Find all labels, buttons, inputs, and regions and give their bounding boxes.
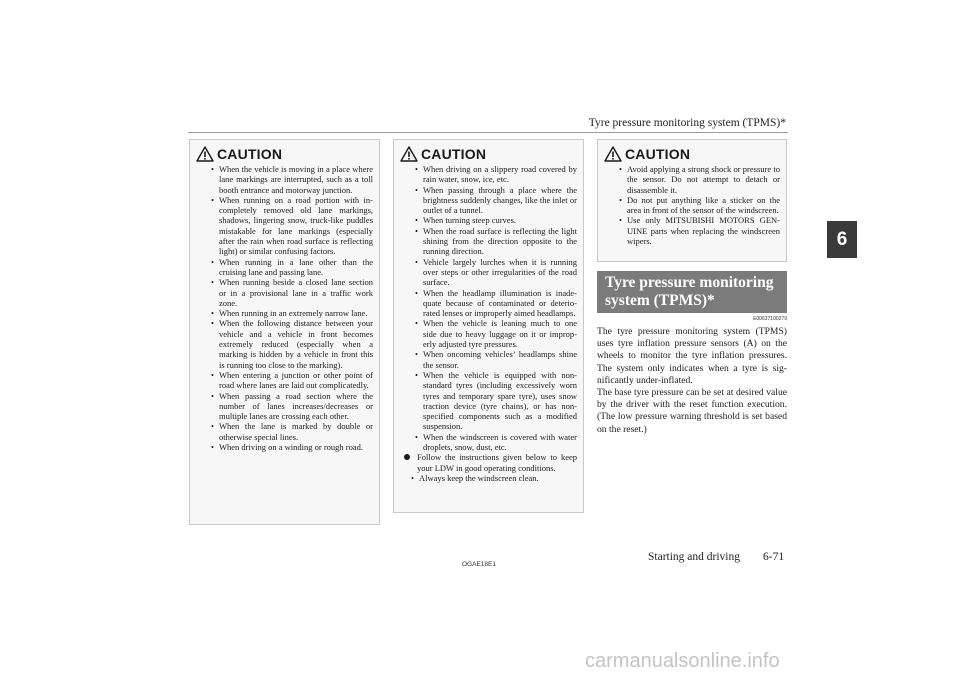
section-title: Tyre pressure monitoring system (TPMS)* xyxy=(597,271,787,313)
round-bullet-icon xyxy=(404,454,410,460)
running-header-title: Tyre pressure monitoring system (TPMS)* xyxy=(588,117,786,129)
list-item: • When the headlamp illumination is inadequate because of contaminated or deteriorated lenses or improperly aimed headlamps. xyxy=(415,288,577,319)
list-item: • When running in a lane other than the cruising lane and passing lane. xyxy=(211,257,373,278)
list-item: • When running beside a closed lane section or in a provisional lane in a traffic work zone. xyxy=(211,277,373,308)
list-item: • Use only MITSUBISHI MOTORS GENUINE parts when replacing the windscreen wipers. xyxy=(619,215,780,246)
list-item: • Always keep the windscreen clean. xyxy=(411,473,577,483)
warning-triangle-icon xyxy=(196,146,214,162)
caution-header xyxy=(604,146,780,162)
list-item: • When the following distance between your vehicle and a vehicle in front becomes extremely reduced (especially when a marking is hidden by a vehicle in front this is running too close to the marking). xyxy=(211,318,373,369)
list-item: • Do not put anything like a sticker on the area in front of the sensor of the windscreen. xyxy=(619,195,780,216)
header-rule xyxy=(188,132,788,133)
caution-title: CAUTION xyxy=(217,146,283,162)
list-item: • When the lane is marked by double or otherwise special lines. xyxy=(211,421,373,442)
caution-header xyxy=(196,146,373,162)
caution-header xyxy=(400,146,577,162)
list-item: • When the vehicle is leaning much to one side due to heavy luggage on it or improperly adjusted tyre pressures. xyxy=(415,318,577,349)
list-item: • When turning steep curves. xyxy=(415,215,577,225)
caution-list xyxy=(400,164,577,452)
list-item: • When driving on a winding or rough road. xyxy=(211,442,373,452)
recommendation-label: Follow the instructions given below to keep your LDW in good operating conditions. xyxy=(417,452,577,473)
chapter-tab: 6 xyxy=(827,221,857,258)
caution-box-1 xyxy=(189,139,380,525)
caution-title: CAUTION xyxy=(625,146,691,162)
list-item: • Avoid applying a strong shock or pressure to the sensor. Do not attempt to detach or disassemble it. xyxy=(619,164,780,195)
caution-box-2 xyxy=(393,139,584,513)
section-code: E00637100279 xyxy=(753,316,787,322)
list-item: • When passing a road section where the number of lanes increases/decreases or multiple lanes are crossing each other. xyxy=(211,391,373,422)
page-number: 6-71 xyxy=(763,551,785,563)
footer-section-name: Starting and driving xyxy=(648,551,740,563)
list-item: • When the vehicle is equipped with non-standard tyres (including excessively worn tyres and temporary spare tyre), uses snow traction device (tyre chains), or has non-specified components such as a modified suspension. xyxy=(415,370,577,432)
watermark: carmanualsonline.info xyxy=(585,650,780,672)
list-item: • When oncoming vehicles’ headlamps shine the sensor. xyxy=(415,349,577,370)
list-item: • When the road surface is reflecting the light shining from the direction opposite to the running direction. xyxy=(415,226,577,257)
warning-triangle-icon xyxy=(604,146,622,162)
list-item: • When entering a junction or other point of road where lanes are laid out complicatedly. xyxy=(211,370,373,391)
sub-list xyxy=(400,473,577,483)
footer-code: OGAE18E1 xyxy=(462,561,496,568)
list-item: • Vehicle largely lurches when it is running over steps or other irregularities of the road surface. xyxy=(415,257,577,288)
caution-list xyxy=(196,164,373,452)
caution-box-3 xyxy=(597,139,787,262)
caution-title: CAUTION xyxy=(421,146,487,162)
list-item: • When running on a road portion with incompletely removed old lane markings, shadows, lingering snow, truck-like puddles mistakable for lane markings (especially after the rain when road surface is reflecting light) or similar confusing factors. xyxy=(211,195,373,257)
body-paragraph: The base tyre pressure can be set at desired value by the driver with the reset function execution. (The low pressure warning threshold is set based on the reset.) xyxy=(597,387,787,435)
list-item: • When passing through a place where the brightness suddenly changes, like the inlet or outlet of a tunnel. xyxy=(415,185,577,216)
list-item: • When the vehicle is moving in a place where lane markings are interrupted, such as a toll booth entrance and motorway junction. xyxy=(211,164,373,195)
body-paragraph: The tyre pressure monitoring system (TPMS) uses tyre inflation pressure sensors (A) on the wheels to monitor the tyre inflation pressures. The system only indicates when a tyre is significantly under-inflated. xyxy=(597,326,787,386)
list-item: • When the windscreen is covered with water droplets, snow, dust, etc. xyxy=(415,432,577,453)
list-item: • When driving on a slippery road covered by rain water, snow, ice, etc. xyxy=(415,164,577,185)
warning-triangle-icon xyxy=(400,146,418,162)
list-item: • When running in an extremely narrow lane. xyxy=(211,308,373,318)
caution-list xyxy=(604,164,780,246)
recommendation-text xyxy=(404,452,577,473)
section-body xyxy=(597,326,787,436)
